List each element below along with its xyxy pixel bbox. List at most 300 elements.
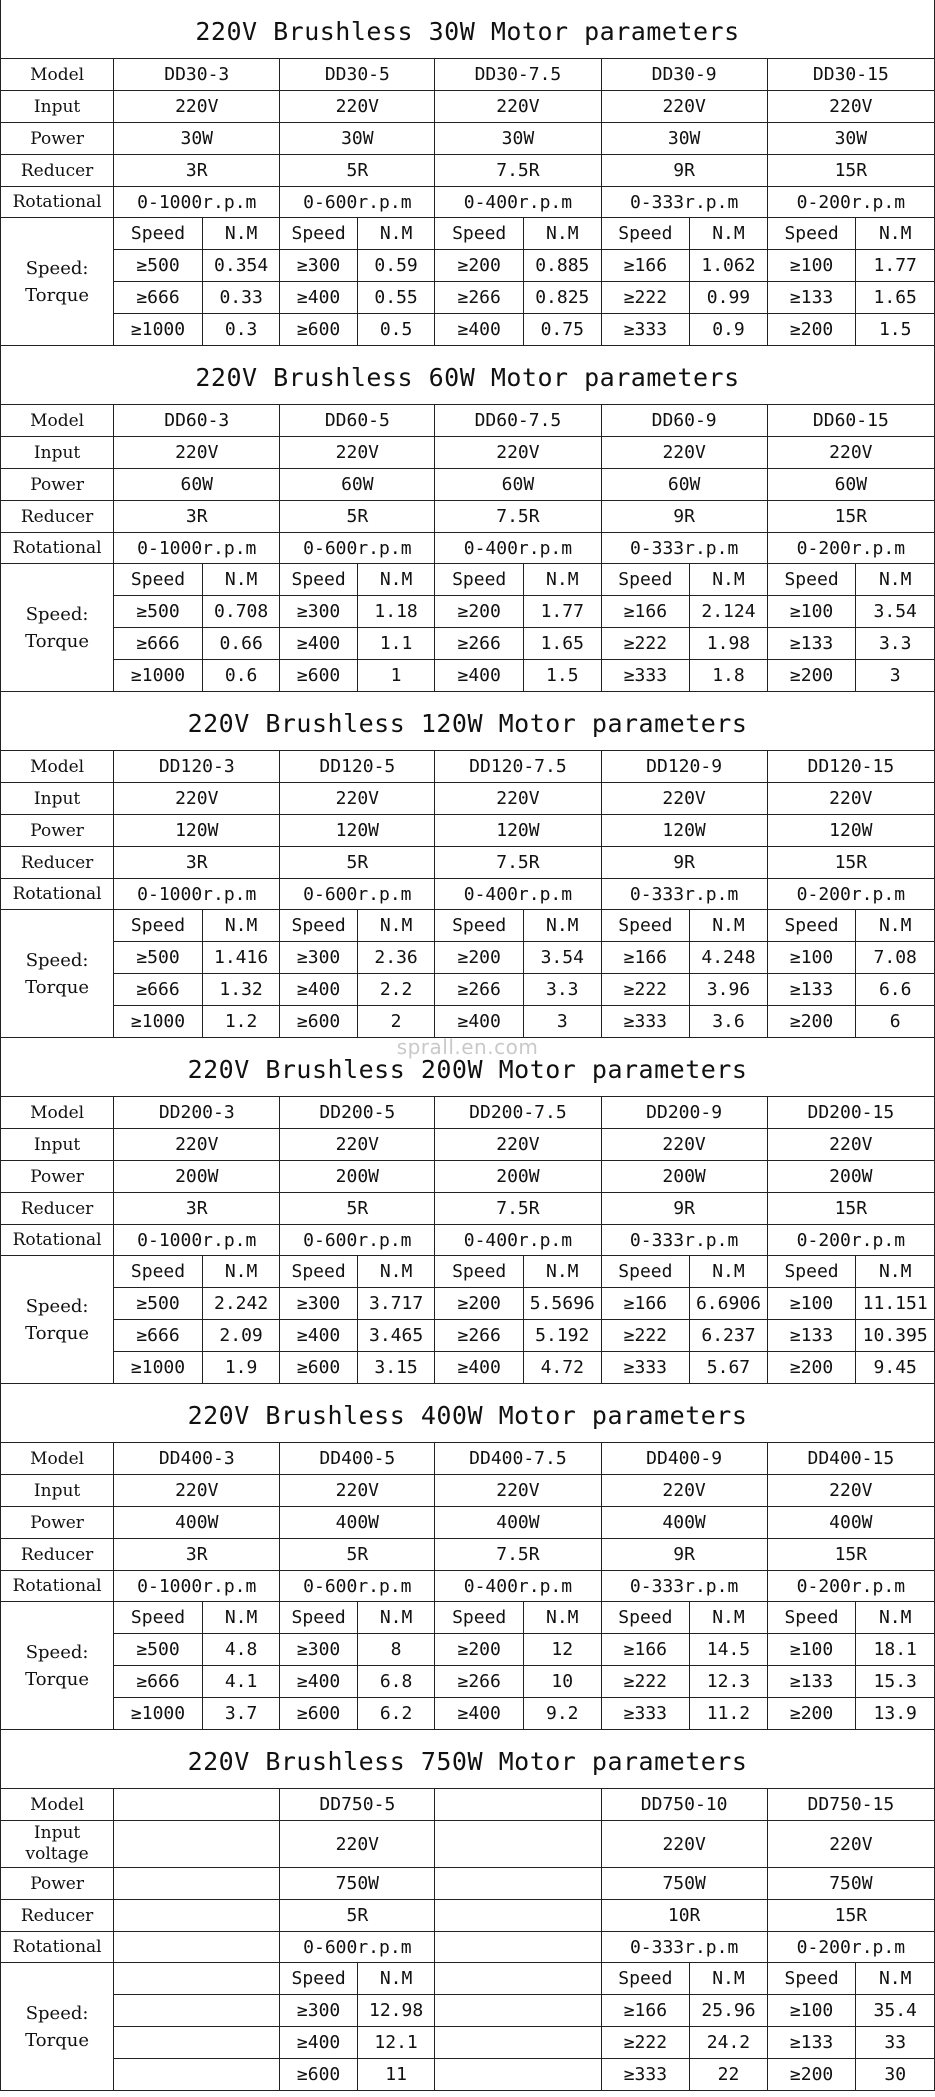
speed-torque-label bbox=[1, 1256, 114, 1384]
input-voltage-cell: 220V bbox=[114, 783, 280, 815]
section-title: 220V Brushless 400W Motor parameters bbox=[0, 1384, 935, 1442]
row-label: Rotational bbox=[1, 533, 114, 564]
rotational-row bbox=[1, 1932, 935, 1963]
torque-value: 9.45 bbox=[856, 1352, 935, 1384]
power-cell: 120W bbox=[767, 815, 934, 847]
motor-spec-table bbox=[0, 58, 935, 346]
speed-value: ≥600 bbox=[280, 314, 357, 346]
torque-col-header: N.M bbox=[357, 910, 435, 942]
speed-value: ≥1000 bbox=[114, 1698, 203, 1730]
speed-value: ≥200 bbox=[767, 314, 856, 346]
speed-value: ≥666 bbox=[114, 1320, 203, 1352]
torque-value: 0.5 bbox=[357, 314, 434, 346]
input-row bbox=[1, 437, 935, 469]
power-cell: 200W bbox=[280, 1161, 435, 1193]
speed-value: ≥400 bbox=[435, 1006, 524, 1038]
speed-value: ≥400 bbox=[280, 1320, 357, 1352]
rotational-cell: 0-600r.p.m bbox=[280, 533, 435, 564]
power-cell: 120W bbox=[601, 815, 767, 847]
speed-value: ≥333 bbox=[601, 314, 690, 346]
speed-value: ≥333 bbox=[601, 660, 690, 692]
input-voltage-cell: 220V bbox=[280, 1129, 435, 1161]
speed-value: ≥133 bbox=[767, 282, 856, 314]
model-row bbox=[1, 59, 935, 91]
model-name-cell: DD60-3 bbox=[114, 405, 280, 437]
torque-value: 6.8 bbox=[357, 1666, 435, 1698]
speed-col-header: Speed bbox=[767, 1256, 856, 1288]
speed-value: ≥222 bbox=[601, 282, 690, 314]
input-voltage-cell: 220V bbox=[280, 91, 435, 123]
model-name-cell: DD400-7.5 bbox=[435, 1443, 601, 1475]
speed-col-header: Speed bbox=[280, 1602, 357, 1634]
speed-value: ≥266 bbox=[435, 1666, 524, 1698]
speed-col-header: Speed bbox=[767, 910, 856, 942]
empty-cell bbox=[114, 1868, 280, 1900]
torque-value: 1.32 bbox=[202, 974, 280, 1006]
power-cell: 200W bbox=[601, 1161, 767, 1193]
speed-value: ≥600 bbox=[280, 1698, 357, 1730]
row-label: Rotational bbox=[1, 1932, 114, 1963]
speed-value: ≥100 bbox=[767, 596, 856, 628]
speed-value: ≥133 bbox=[767, 628, 856, 660]
reducer-cell: 7.5R bbox=[435, 1539, 601, 1571]
speed-col-header: Speed bbox=[280, 1256, 357, 1288]
speed-label: Speed: bbox=[25, 1641, 89, 1663]
power-cell: 750W bbox=[280, 1868, 435, 1900]
torque-value: 0.3 bbox=[202, 314, 279, 346]
speed-value: ≥100 bbox=[767, 1995, 856, 2027]
power-cell: 750W bbox=[601, 1868, 767, 1900]
speed-value: ≥200 bbox=[767, 660, 856, 692]
reducer-cell: 9R bbox=[601, 155, 767, 187]
rotational-cell: 0-200r.p.m bbox=[767, 1932, 934, 1963]
speed-value: ≥300 bbox=[280, 1288, 357, 1320]
reducer-cell: 3R bbox=[114, 847, 280, 879]
torque-value: 11.151 bbox=[856, 1288, 935, 1320]
speed-value: ≥166 bbox=[601, 1288, 690, 1320]
torque-value: 0.825 bbox=[524, 282, 602, 314]
reducer-cell: 5R bbox=[280, 1900, 435, 1932]
speed-torque-row bbox=[1, 1006, 935, 1038]
torque-col-header: N.M bbox=[524, 564, 602, 596]
row-label: Input bbox=[1, 783, 114, 815]
rotational-cell: 0-333r.p.m bbox=[601, 187, 767, 218]
row-label: Model bbox=[1, 405, 114, 437]
rotational-cell: 0-400r.p.m bbox=[435, 879, 601, 910]
power-cell: 30W bbox=[280, 123, 435, 155]
rotational-row bbox=[1, 879, 935, 910]
torque-value: 12.98 bbox=[357, 1995, 435, 2027]
speed-col-header: Speed bbox=[601, 1256, 690, 1288]
torque-value: 3.6 bbox=[690, 1006, 768, 1038]
row-label: Reducer bbox=[1, 1193, 114, 1225]
speed-value: ≥133 bbox=[767, 1666, 856, 1698]
speed-value: ≥200 bbox=[435, 942, 524, 974]
speed-torque-row bbox=[1, 2027, 935, 2059]
speed-value: ≥333 bbox=[601, 1352, 690, 1384]
speed-label: Speed: bbox=[25, 949, 89, 971]
model-name-cell: DD750-5 bbox=[280, 1789, 435, 1821]
torque-value: 2.124 bbox=[690, 596, 767, 628]
motor-spec-table bbox=[0, 1096, 935, 1384]
power-cell: 30W bbox=[767, 123, 934, 155]
speed-value: ≥1000 bbox=[114, 314, 203, 346]
empty-cell bbox=[114, 1995, 280, 2027]
torque-value: 6.237 bbox=[690, 1320, 768, 1352]
speed-torque-label bbox=[1, 564, 114, 692]
power-cell: 120W bbox=[435, 815, 601, 847]
torque-col-header: N.M bbox=[524, 1602, 602, 1634]
speed-value: ≥200 bbox=[435, 1288, 524, 1320]
model-name-cell: DD750-10 bbox=[601, 1789, 767, 1821]
torque-col-header: N.M bbox=[357, 1602, 435, 1634]
torque-value: 0.99 bbox=[690, 282, 767, 314]
rotational-cell: 0-400r.p.m bbox=[435, 533, 601, 564]
speed-value: ≥200 bbox=[435, 1634, 524, 1666]
model-name-cell: DD400-5 bbox=[280, 1443, 435, 1475]
row-label: Reducer bbox=[1, 847, 114, 879]
input-voltage-cell: 220V bbox=[767, 1475, 934, 1507]
rotational-cell: 0-200r.p.m bbox=[767, 1571, 934, 1602]
reducer-cell: 7.5R bbox=[435, 1193, 601, 1225]
power-cell: 200W bbox=[435, 1161, 601, 1193]
torque-value: 30 bbox=[856, 2059, 935, 2091]
torque-value: 12.3 bbox=[690, 1666, 768, 1698]
speed-value: ≥266 bbox=[435, 1320, 524, 1352]
speed-value: ≥100 bbox=[767, 250, 856, 282]
torque-value: 1.416 bbox=[202, 942, 280, 974]
row-label: Reducer bbox=[1, 155, 114, 187]
speed-torque-label bbox=[1, 1963, 114, 2091]
reducer-cell: 5R bbox=[280, 847, 435, 879]
speed-torque-row bbox=[1, 282, 935, 314]
power-cell: 60W bbox=[114, 469, 280, 501]
speed-header-row bbox=[1, 1602, 935, 1634]
torque-value: 3.15 bbox=[357, 1352, 435, 1384]
input-voltage-cell: 220V bbox=[601, 1475, 767, 1507]
speed-value: ≥400 bbox=[280, 974, 357, 1006]
speed-torque-label bbox=[1, 1602, 114, 1730]
input-voltage-cell: 220V bbox=[114, 437, 280, 469]
speed-value: ≥200 bbox=[435, 596, 524, 628]
speed-value: ≥166 bbox=[601, 250, 690, 282]
reducer-cell: 15R bbox=[767, 1539, 934, 1571]
torque-value: 12 bbox=[524, 1634, 602, 1666]
reducer-cell: 5R bbox=[280, 1539, 435, 1571]
motor-spec-table bbox=[0, 404, 935, 692]
power-cell: 750W bbox=[767, 1868, 934, 1900]
row-label: Power bbox=[1, 1161, 114, 1193]
input-row bbox=[1, 783, 935, 815]
torque-label: Torque bbox=[25, 976, 89, 998]
torque-value: 10 bbox=[524, 1666, 602, 1698]
torque-value: 5.192 bbox=[524, 1320, 602, 1352]
torque-col-header: N.M bbox=[856, 218, 935, 250]
torque-col-header: N.M bbox=[690, 564, 767, 596]
speed-value: ≥400 bbox=[435, 314, 524, 346]
reducer-cell: 7.5R bbox=[435, 155, 601, 187]
torque-value: 0.354 bbox=[202, 250, 279, 282]
empty-cell bbox=[114, 1932, 280, 1963]
model-name-cell: DD200-15 bbox=[767, 1097, 934, 1129]
rotational-cell: 0-600r.p.m bbox=[280, 1571, 435, 1602]
speed-value: ≥1000 bbox=[114, 1352, 203, 1384]
empty-cell bbox=[435, 1868, 601, 1900]
speed-value: ≥300 bbox=[280, 942, 357, 974]
speed-label: Speed: bbox=[25, 257, 89, 279]
motor-spec-table bbox=[0, 1788, 935, 2091]
speed-value: ≥400 bbox=[280, 282, 357, 314]
reducer-cell: 15R bbox=[767, 1900, 934, 1932]
reducer-cell: 5R bbox=[280, 1193, 435, 1225]
input-voltage-cell: 220V bbox=[601, 91, 767, 123]
power-cell: 120W bbox=[114, 815, 280, 847]
input-voltage-cell: 220V bbox=[767, 783, 934, 815]
reducer-cell: 9R bbox=[601, 501, 767, 533]
model-name-cell: DD60-9 bbox=[601, 405, 767, 437]
speed-col-header: Speed bbox=[435, 910, 524, 942]
speed-value: ≥500 bbox=[114, 250, 203, 282]
empty-cell bbox=[435, 2027, 601, 2059]
reducer-cell: 15R bbox=[767, 847, 934, 879]
torque-value: 0.9 bbox=[690, 314, 767, 346]
reducer-cell: 3R bbox=[114, 1539, 280, 1571]
speed-col-header: Speed bbox=[435, 1256, 524, 1288]
input-voltage-cell: 220V bbox=[435, 437, 601, 469]
rotational-cell: 0-400r.p.m bbox=[435, 187, 601, 218]
speed-label: Speed: bbox=[25, 603, 89, 625]
rotational-cell: 0-333r.p.m bbox=[601, 1225, 767, 1256]
rotational-cell: 0-1000r.p.m bbox=[114, 1225, 280, 1256]
section-title: 220V Brushless 200W Motor parameters bbox=[0, 1038, 935, 1096]
rotational-cell: 0-600r.p.m bbox=[280, 187, 435, 218]
speed-value: ≥166 bbox=[601, 1634, 690, 1666]
input-voltage-cell: 220V bbox=[601, 1821, 767, 1868]
empty-cell bbox=[114, 1789, 280, 1821]
torque-value: 0.66 bbox=[202, 628, 279, 660]
model-name-cell: DD60-7.5 bbox=[435, 405, 601, 437]
torque-col-header: N.M bbox=[357, 1256, 435, 1288]
rotational-row bbox=[1, 1225, 935, 1256]
speed-value: ≥200 bbox=[767, 1352, 856, 1384]
speed-header-row bbox=[1, 910, 935, 942]
power-row bbox=[1, 1507, 935, 1539]
torque-value: 6.6906 bbox=[690, 1288, 768, 1320]
row-label: Power bbox=[1, 1868, 114, 1900]
speed-col-header: Speed bbox=[114, 1256, 203, 1288]
torque-value: 3.54 bbox=[856, 596, 935, 628]
torque-col-header: N.M bbox=[856, 910, 935, 942]
speed-torque-row bbox=[1, 1666, 935, 1698]
speed-torque-row bbox=[1, 628, 935, 660]
torque-value: 4.248 bbox=[690, 942, 768, 974]
speed-value: ≥133 bbox=[767, 974, 856, 1006]
torque-value: 1.1 bbox=[357, 628, 434, 660]
power-cell: 30W bbox=[601, 123, 767, 155]
torque-value: 13.9 bbox=[856, 1698, 935, 1730]
torque-value: 11 bbox=[357, 2059, 435, 2091]
torque-value: 1.98 bbox=[690, 628, 767, 660]
torque-value: 3.3 bbox=[856, 628, 935, 660]
empty-cell bbox=[435, 1995, 601, 2027]
torque-col-header: N.M bbox=[202, 564, 279, 596]
speed-value: ≥333 bbox=[601, 1006, 690, 1038]
section-title: 220V Brushless 750W Motor parameters bbox=[0, 1730, 935, 1788]
speed-col-header: Speed bbox=[114, 1602, 203, 1634]
model-row bbox=[1, 751, 935, 783]
torque-value: 1.5 bbox=[856, 314, 935, 346]
input-voltage-cell: 220V bbox=[601, 783, 767, 815]
row-label: Reducer bbox=[1, 1900, 114, 1932]
torque-value: 2.2 bbox=[357, 974, 435, 1006]
torque-col-header: N.M bbox=[856, 1602, 935, 1634]
reducer-cell: 10R bbox=[601, 1900, 767, 1932]
model-name-cell: DD400-3 bbox=[114, 1443, 280, 1475]
rotational-cell: 0-1000r.p.m bbox=[114, 533, 280, 564]
input-voltage-cell: 220V bbox=[280, 437, 435, 469]
power-row bbox=[1, 1161, 935, 1193]
reducer-cell: 15R bbox=[767, 1193, 934, 1225]
speed-value: ≥222 bbox=[601, 1320, 690, 1352]
speed-value: ≥500 bbox=[114, 1288, 203, 1320]
reducer-row bbox=[1, 155, 935, 187]
torque-value: 5.67 bbox=[690, 1352, 768, 1384]
speed-value: ≥400 bbox=[435, 660, 524, 692]
rotational-cell: 0-1000r.p.m bbox=[114, 187, 280, 218]
speed-value: ≥100 bbox=[767, 942, 856, 974]
input-voltage-cell: 220V bbox=[767, 437, 934, 469]
torque-col-header: N.M bbox=[357, 218, 434, 250]
row-label: Model bbox=[1, 1789, 114, 1821]
speed-value: ≥600 bbox=[280, 660, 357, 692]
torque-value: 2.242 bbox=[202, 1288, 280, 1320]
torque-col-header: N.M bbox=[524, 218, 602, 250]
rotational-row bbox=[1, 533, 935, 564]
torque-value: 4.1 bbox=[202, 1666, 280, 1698]
input-voltage-cell: 220V bbox=[601, 437, 767, 469]
reducer-cell: 3R bbox=[114, 501, 280, 533]
rotational-cell: 0-600r.p.m bbox=[280, 1932, 435, 1963]
speed-torque-row bbox=[1, 1288, 935, 1320]
speed-value: ≥666 bbox=[114, 282, 203, 314]
model-name-cell: DD60-15 bbox=[767, 405, 934, 437]
torque-label: Torque bbox=[25, 1322, 89, 1344]
torque-col-header: N.M bbox=[856, 1256, 935, 1288]
torque-value: 0.55 bbox=[357, 282, 434, 314]
speed-value: ≥500 bbox=[114, 596, 203, 628]
speed-value: ≥166 bbox=[601, 596, 690, 628]
empty-cell bbox=[114, 1963, 280, 1995]
watermark: sprall.en.com bbox=[396, 1035, 539, 1059]
speed-col-header: Speed bbox=[280, 564, 357, 596]
torque-col-header: N.M bbox=[524, 1256, 602, 1288]
speed-value: ≥266 bbox=[435, 974, 524, 1006]
input-voltage-cell: 220V bbox=[435, 91, 601, 123]
rotational-cell: 0-333r.p.m bbox=[601, 1932, 767, 1963]
speed-col-header: Speed bbox=[435, 1602, 524, 1634]
section-title: 220V Brushless 60W Motor parameters bbox=[0, 346, 935, 404]
torque-col-header: N.M bbox=[202, 1602, 280, 1634]
row-label: Input voltage bbox=[1, 1821, 114, 1868]
speed-col-header: Speed bbox=[435, 218, 524, 250]
section-title: 220V Brushless 120W Motor parameters bbox=[0, 692, 935, 750]
input-voltage-cell: 220V bbox=[280, 783, 435, 815]
model-name-cell: DD200-3 bbox=[114, 1097, 280, 1129]
torque-value: 1.65 bbox=[856, 282, 935, 314]
reducer-row bbox=[1, 1193, 935, 1225]
torque-value: 4.72 bbox=[524, 1352, 602, 1384]
speed-value: ≥400 bbox=[280, 628, 357, 660]
row-label: Model bbox=[1, 1097, 114, 1129]
power-cell: 60W bbox=[601, 469, 767, 501]
torque-value: 3.54 bbox=[524, 942, 602, 974]
rotational-cell: 0-333r.p.m bbox=[601, 1571, 767, 1602]
reducer-cell: 3R bbox=[114, 1193, 280, 1225]
speed-value: ≥600 bbox=[280, 2059, 357, 2091]
model-name-cell: DD750-15 bbox=[767, 1789, 934, 1821]
speed-col-header: Speed bbox=[767, 1963, 856, 1995]
power-cell: 30W bbox=[435, 123, 601, 155]
torque-value: 2.36 bbox=[357, 942, 435, 974]
speed-value: ≥333 bbox=[601, 1698, 690, 1730]
torque-value: 2 bbox=[357, 1006, 435, 1038]
model-name-cell: DD30-9 bbox=[601, 59, 767, 91]
speed-header-row bbox=[1, 218, 935, 250]
power-cell: 30W bbox=[114, 123, 280, 155]
torque-col-header: N.M bbox=[856, 1963, 935, 1995]
torque-value: 1.2 bbox=[202, 1006, 280, 1038]
speed-torque-label bbox=[1, 218, 114, 346]
torque-value: 3 bbox=[524, 1006, 602, 1038]
torque-col-header: N.M bbox=[690, 910, 768, 942]
rotational-cell: 0-400r.p.m bbox=[435, 1225, 601, 1256]
empty-cell bbox=[114, 1821, 280, 1868]
power-cell: 400W bbox=[114, 1507, 280, 1539]
speed-torque-row bbox=[1, 942, 935, 974]
torque-col-header: N.M bbox=[202, 910, 280, 942]
torque-value: 2.09 bbox=[202, 1320, 280, 1352]
input-voltage-cell: 220V bbox=[114, 1475, 280, 1507]
row-label: Model bbox=[1, 1443, 114, 1475]
speed-value: ≥166 bbox=[601, 1995, 690, 2027]
speed-col-header: Speed bbox=[767, 1602, 856, 1634]
torque-value: 22 bbox=[690, 2059, 768, 2091]
torque-value: 0.6 bbox=[202, 660, 279, 692]
power-cell: 400W bbox=[767, 1507, 934, 1539]
row-label: Power bbox=[1, 469, 114, 501]
torque-value: 0.59 bbox=[357, 250, 434, 282]
input-row bbox=[1, 1821, 935, 1868]
model-name-cell: DD30-3 bbox=[114, 59, 280, 91]
speed-value: ≥300 bbox=[280, 1634, 357, 1666]
model-name-cell: DD30-15 bbox=[767, 59, 934, 91]
speed-torque-row bbox=[1, 250, 935, 282]
speed-label: Speed: bbox=[25, 2002, 89, 2024]
torque-value: 0.708 bbox=[202, 596, 279, 628]
row-label: Input bbox=[1, 1475, 114, 1507]
torque-value: 3.7 bbox=[202, 1698, 280, 1730]
speed-value: ≥222 bbox=[601, 974, 690, 1006]
speed-col-header: Speed bbox=[435, 564, 524, 596]
speed-torque-row bbox=[1, 596, 935, 628]
model-row bbox=[1, 405, 935, 437]
model-name-cell: DD200-9 bbox=[601, 1097, 767, 1129]
speed-value: ≥500 bbox=[114, 942, 203, 974]
model-name-cell: DD120-9 bbox=[601, 751, 767, 783]
speed-torque-row bbox=[1, 1634, 935, 1666]
input-voltage-cell: 220V bbox=[114, 91, 280, 123]
speed-value: ≥400 bbox=[280, 2027, 357, 2059]
